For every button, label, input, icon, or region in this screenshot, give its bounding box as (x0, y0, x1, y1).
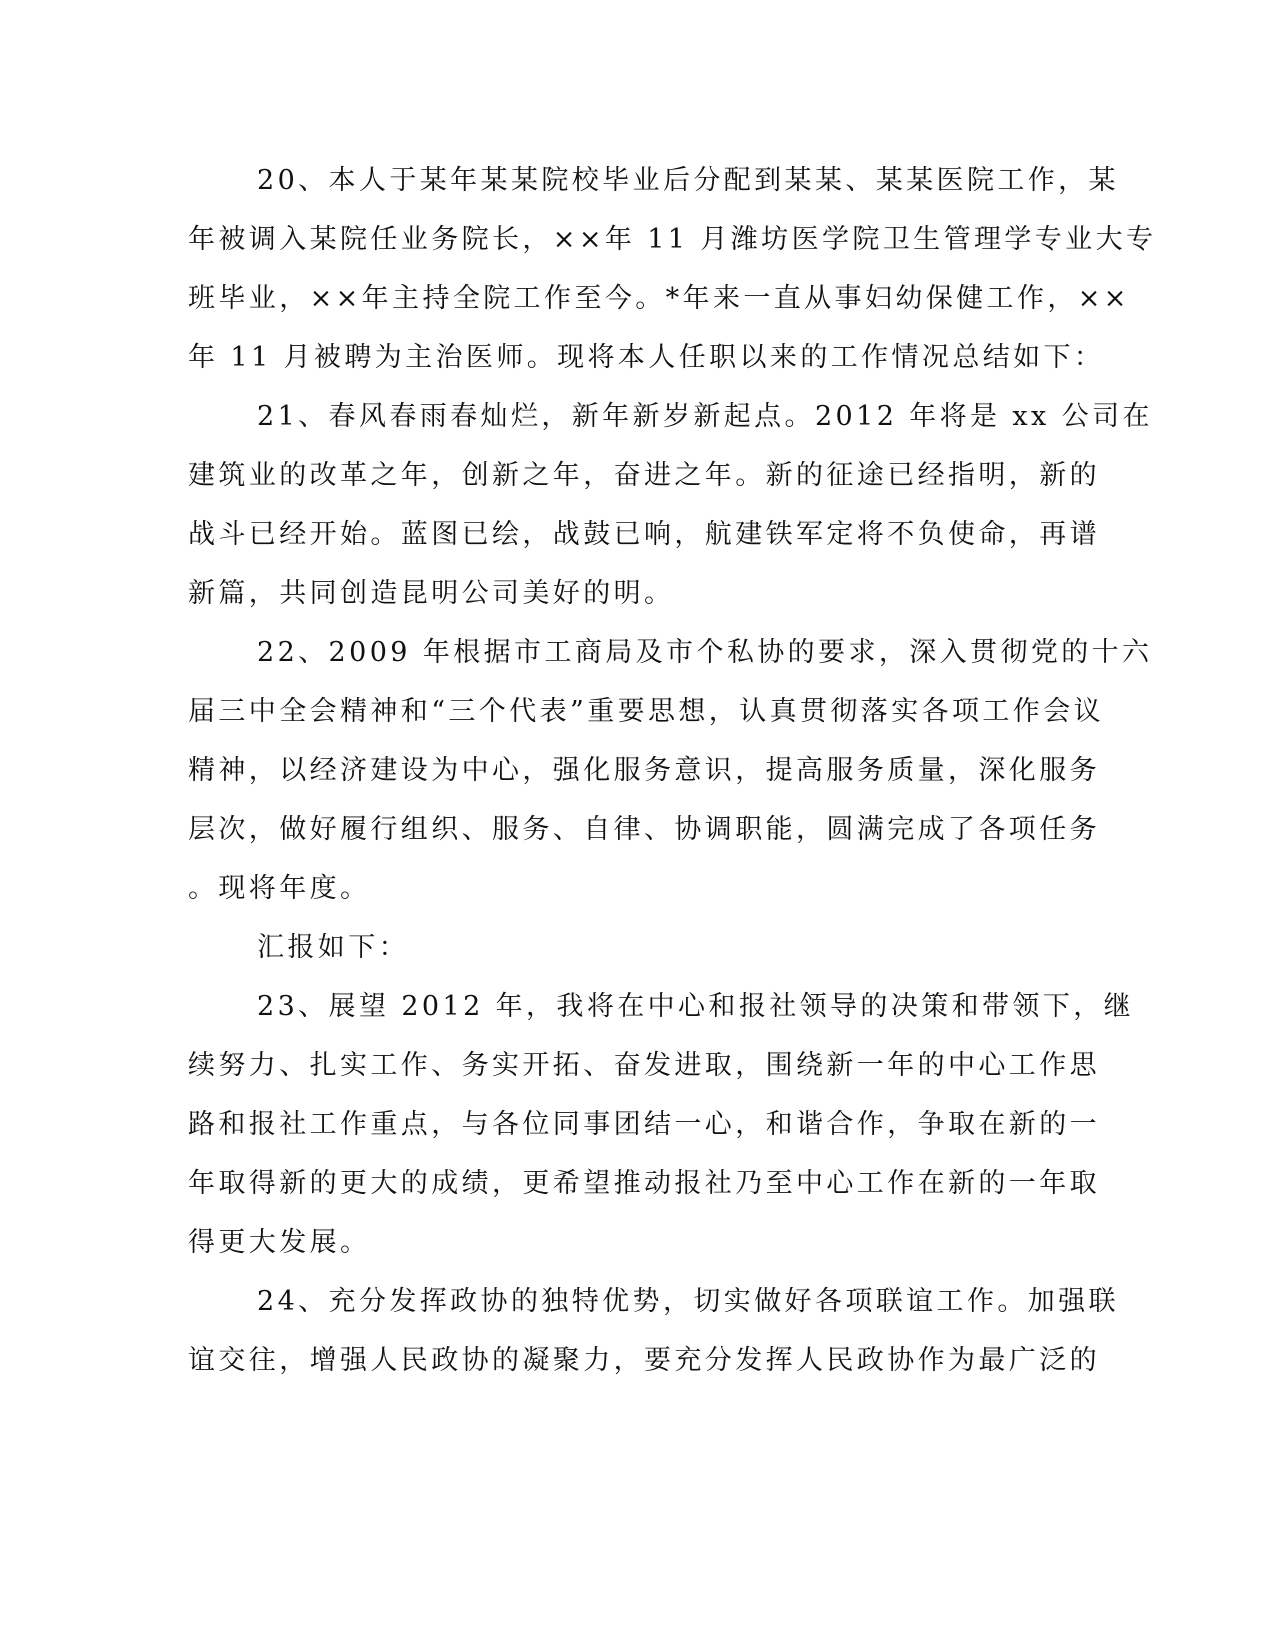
paragraph-22-line-2: 届三中全会精神和“三个代表”重要思想，认真贯彻落实各项工作会议 (188, 696, 1105, 727)
paragraph-20-line-1: 20、本人于某年某某院校毕业后分配到某某、某某医院工作，某 (257, 165, 1119, 196)
paragraph-24-line-2: 谊交往，增强人民政协的凝聚力，要充分发挥人民政协作为最广泛的 (188, 1345, 1100, 1376)
paragraph-20-line-4: 年 11 月被聘为主治医师。现将本人任职以来的工作情况总结如下： (188, 342, 1105, 373)
paragraph-20-line-2: 年被调入某院任业务院长，××年 11 月潍坊医学院卫生管理学专业大专 (188, 224, 1157, 255)
paragraph-22-line-4: 层次，做好履行组织、服务、自律、协调职能，圆满完成了各项任务 (188, 814, 1100, 845)
paragraph-22b-line-1: 汇报如下： (257, 932, 409, 963)
paragraph-21-line-4: 新篇，共同创造昆明公司美好的明。 (188, 578, 675, 609)
paragraph-22-line-3: 精神，以经济建设为中心，强化服务意识，提高服务质量，深化服务 (188, 755, 1100, 786)
paragraph-21-line-3: 战斗已经开始。蓝图已绘，战鼓已响，航建铁军定将不负使命，再谱 (188, 519, 1100, 550)
paragraph-23-line-2: 续努力、扎实工作、务实开拓、奋发进取，围绕新一年的中心工作思 (188, 1050, 1100, 1081)
paragraph-20-line-3: 班毕业，××年主持全院工作至今。*年来一直从事妇幼保健工作，×× (188, 283, 1130, 314)
paragraph-21-line-2: 建筑业的改革之年，创新之年，奋进之年。新的征途已经指明，新的 (188, 460, 1100, 491)
paragraph-21-line-1: 21、春风春雨春灿烂，新年新岁新起点。2012 年将是 xx 公司在 (257, 401, 1153, 432)
paragraph-23-line-5: 得更大发展。 (188, 1227, 371, 1258)
paragraph-24-line-1: 24、充分发挥政协的独特优势，切实做好各项联谊工作。加强联 (257, 1286, 1119, 1317)
paragraph-23-line-4: 年取得新的更大的成绩，更希望推动报社乃至中心工作在新的一年取 (188, 1168, 1100, 1199)
paragraph-22-line-1: 22、2009 年根据市工商局及市个私协的要求，深入贯彻党的十六 (257, 637, 1153, 668)
paragraph-23-line-3: 路和报社工作重点，与各位同事团结一心，和谐合作，争取在新的一 (188, 1109, 1100, 1140)
paragraph-23-line-1: 23、展望 2012 年，我将在中心和报社领导的决策和带领下，继 (257, 991, 1135, 1022)
paragraph-22-line-5: 。现将年度。 (188, 873, 371, 904)
